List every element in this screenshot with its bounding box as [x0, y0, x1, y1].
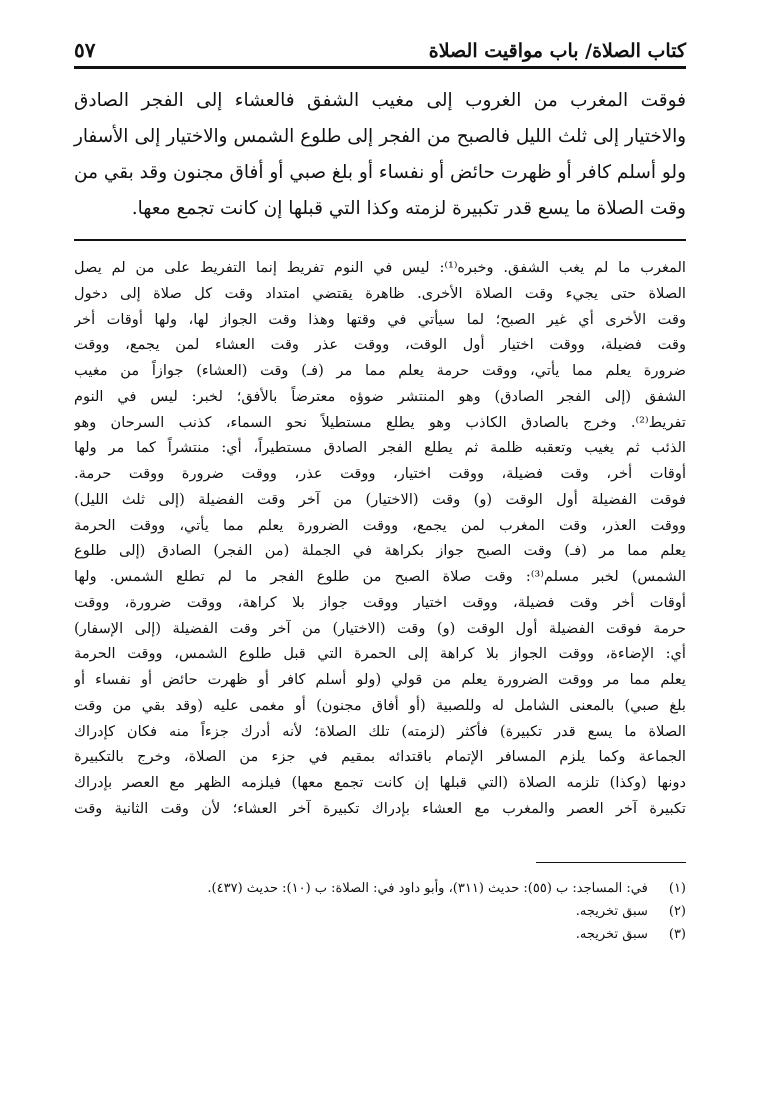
main-text-line: ولو أسلم كافر أو ظهرت حائض أو نفساء أو بلغ صبي أو أفاق مجنون وقد بقي من: [74, 162, 686, 183]
commentary-line: تفريط⁽²⁾. وخرج بالصادق الكاذب وهو يطلع مستطيلاً نحو السماء، كذنب السرحان وهو: [74, 413, 686, 431]
commentary-line: الشفق (إلى الفجر الصادق) وهو المنتشر ضوؤه معترضاً بالأفق؛ لخبر: ليس في النوم: [74, 387, 686, 405]
main-text-line: وقت الصلاة ما يسع قدر تكبيرة لزمته وكذا التي قبلها إن كانت تجمع معها.: [131, 198, 686, 219]
footnote-text: سبق تخريجه.: [575, 926, 648, 942]
commentary-line: الصلاة ما يسع قدر تكبيرة) فأكثر (لزمته) تلك الصلاة؛ لأنه أدرك جزءاً منه فكان كإدراك: [74, 722, 686, 740]
commentary-line: أوقات أخر وقت فضيلة، ووقت اختيار ووقت جواز بلا كراهة، ووقت ضرورة، ووقت: [74, 593, 686, 611]
commentary-line: تكبيرة آخر العصر والمغرب مع العشاء بإدراك تكبيرة آخر العشاء؛ لأن وقت الثانية وقت: [74, 799, 686, 817]
running-header: [74, 34, 686, 69]
commentary-line: أوقات أخر، وقت فضيلة، ووقت اختيار، ووقت عذر، ووقت ضرورة ووقت حرمة.: [74, 465, 686, 482]
main-text-line: فوقت المغرب من الغروب إلى مغيب الشفق فالعشاء إلى الفجر الصادق: [74, 90, 686, 111]
commentary-line: فوقت الفضيلة أول الوقت (و) وقت (الاختيار) من آخر وقت الفضيلة (إلى ثلث الليل): [74, 490, 686, 508]
footnote-number: (٢): [668, 903, 686, 919]
footnotes: [74, 877, 686, 946]
footnote-number: (٣): [668, 926, 686, 942]
footnote-item: [74, 877, 686, 900]
commentary-line: المغرب ما لم يغب الشفق. وخبره⁽¹⁾: ليس في النوم تفريط إنما التفريط على من لم يصل: [74, 259, 686, 276]
commentary-line: الشمس) لخبر مسلم⁽³⁾: وقت صلاة الصبح من طلوع الفجر ما لم تطلع الشمس. ولها: [74, 568, 686, 585]
main-text-line: والاختيار إلى ثلث الليل فالصبح من الفجر إلى طلوع الشمس والاختيار إلى الأسفار: [74, 126, 686, 147]
commentary-line: وقت الأخرى أي غير الصبح؛ لما سيأتي في وقتها وهذا وقت الجواز لها، ولها أوقات أخر: [74, 310, 686, 328]
page-number: ٥٧: [74, 38, 96, 62]
commentary-line: دونها (وكذا) تلزمه الصلاة (التي قبلها إن كانت تجمع معها) فيلزمه الظهر مع العصر بإدراك: [74, 774, 686, 791]
commentary-line: ضرورة يعلم مما يأتي، ووقت حرمة يعلم مما مر (فـ) وقت (العشاء) جوازاً من مغيب: [74, 362, 686, 379]
commentary-line: حرمة فوقت الفضيلة أول الوقت (و) وقت (الاختيار) من آخر وقت الفضيلة (إلى الإسفار): [74, 619, 686, 637]
footnote-number: (١): [668, 880, 686, 896]
book-page: [74, 34, 686, 946]
commentary-line: الصلاة حتى يجيء وقت الصلاة الأخرى. ظاهرة يقتضي امتداد وقت كل صلاة إلى دخول: [74, 284, 686, 302]
footnote-separator: [536, 862, 686, 863]
footnote-text: في: المساجد: ب (٥٥): حديث (٣١١)، وأبو داود في: الصلاة: ب (١٠): حديث (٤٣٧).: [207, 880, 648, 896]
commentary-line: أي: الإضاءة، ووقت الجواز بلا كراهة إلى الحمرة التي قبل طلوع الشمس، ووقت الحرمة: [74, 645, 686, 663]
commentary-line: وقت فضيلة، ووقت اختيار أول الوقت، ووقت عذر وقت العشاء لمن يجمع، ووقت: [74, 336, 686, 354]
section-divider: [74, 239, 686, 241]
commentary-line: بلغ صبي) بالمعنى الشامل له وللصبية (أو أفاق مجنون) أو مغمى عليه (وقد بقي من وقت: [74, 696, 686, 714]
commentary-line: الذئب ثم يغيب وتعقبه ظلمة ثم يطلع الفجر الصادق مستطيراً، أي: منتشراً كما مر ولها: [74, 439, 686, 457]
commentary-line: الجماعة وكما يلزم المسافر الإتمام باقتدائه بمقيم في جزء من الصلاة، وخرج بالتكبيرة: [74, 748, 686, 766]
commentary-line: يعلم مما مر (فـ) وقت الصبح جواز بكراهة في الجملة (من الفجر) الصادق (إلى طلوع: [74, 542, 686, 560]
commentary-text: [74, 255, 686, 822]
commentary-line: ووقت العذر، وقت المغرب لمن يجمع، ووقت الضرورة يعلم مما يأتي، ووقت الحرمة: [74, 516, 686, 534]
main-text: [74, 83, 686, 227]
chapter-title: كتاب الصلاة/ باب مواقيت الصلاة: [428, 40, 686, 62]
footnote-item: [74, 923, 686, 946]
footnote-item: [74, 900, 686, 923]
footnote-text: سبق تخريجه.: [575, 903, 648, 919]
commentary-line: يعلم مما مر ووقت الضرورة يعلم من قولي (ولو أسلم كافر أو ظهرت حائض أو نفساء أو: [74, 671, 686, 688]
